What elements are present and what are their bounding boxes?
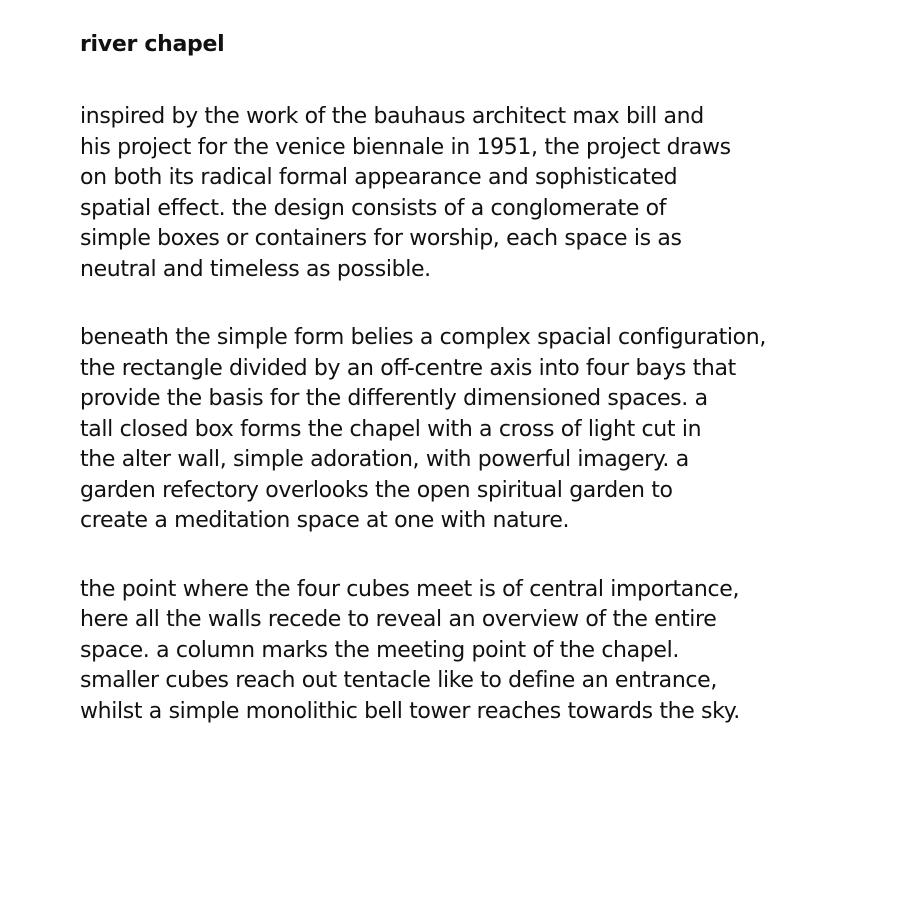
text-line: inspired by the work of the bauhaus architect max bill and (80, 104, 704, 129)
text-line: tall closed box forms the chapel with a cross of light cut in (80, 416, 702, 442)
text-line: create a meditation space at one with nature. (80, 508, 570, 533)
text-line: beneath the simple form belies a complex spacial configuration, (80, 325, 767, 350)
text-line: the rectangle divided by an off-centre axis into four bays that (80, 355, 736, 381)
text-line: whilst a simple monolithic bell tower reaches towards the sky. (80, 698, 740, 724)
text-line: the alter wall, simple adoration, with powerful imagery. a (80, 447, 689, 472)
text-line: provide the basis for the differently dimensioned spaces. a (80, 386, 708, 411)
paragraph-3 (80, 575, 880, 728)
text-line: garden refectory overlooks the open spiritual garden to (80, 477, 673, 503)
text-line: here all the walls recede to reveal an overview of the entire (80, 607, 717, 632)
text-line: his project for the venice biennale in 1951, the project draws (80, 134, 731, 160)
paragraph-2 (80, 323, 880, 537)
text-line: the point where the four cubes meet is of central importance, (80, 576, 740, 602)
document (80, 30, 880, 765)
text-line: space. a column marks the meeting point of the chapel. (80, 637, 679, 663)
text-line: simple boxes or containers for worship, each space is as (80, 226, 682, 251)
paragraph-1 (80, 102, 880, 285)
text-line: neutral and timeless as possible. (80, 256, 431, 282)
text-line: spatial effect. the design consists of a conglomerate of (80, 195, 667, 221)
text-line: smaller cubes reach out tentacle like to define an entrance, (80, 668, 717, 693)
text-line: on both its radical formal appearance and sophisticated (80, 165, 678, 190)
document-title: river chapel (80, 32, 225, 57)
